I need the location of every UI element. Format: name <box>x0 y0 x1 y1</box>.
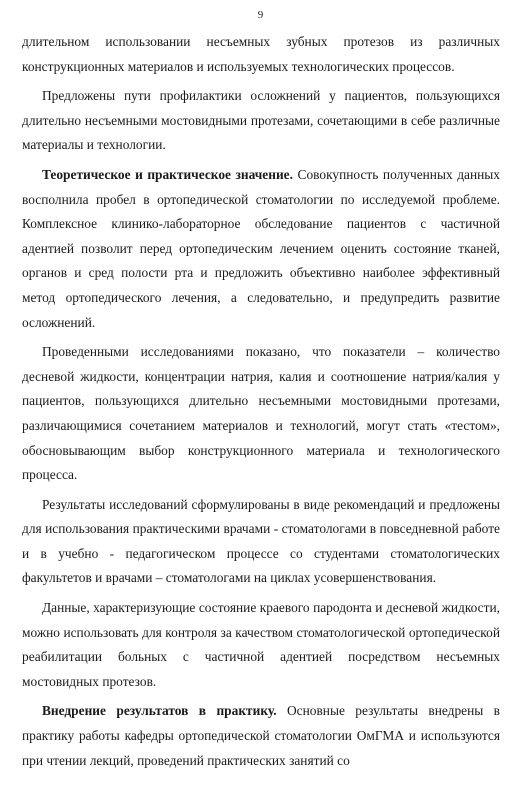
paragraph-indicators <box>22 340 500 488</box>
section-heading-significance: Теоретическое и практическое значение. <box>42 166 293 182</box>
section-heading-implementation: Внедрение результатов в практику. <box>42 703 277 719</box>
paragraph-quality-control <box>22 596 500 694</box>
paragraph-text: Совокупность полученных данных восполнила пробел в ортопедической стоматологии по исследуемой проблеме. Комплексное клинико-лабораторное обследование пациентов с частичной адентией позволит перед ортопедическим лечением оценить состояние тканей, органов и сред полости рта и предложить объективно наиболее эффективный метод ортопедического лечения, а следовательно, и предупредить развитие осложнений. <box>22 166 500 330</box>
paragraph-text: Данные, характеризующие состояние краевого пародонта и десневой жидкости, можно использовать для контроля за качеством стоматологической ортопедической реабилитации больных с частичной адентией посредством несъемных мостовидных протезов. <box>22 600 500 689</box>
paragraph-prevention <box>22 84 500 158</box>
paragraph-text: Предложены пути профилактики осложнений у пациентов, пользующихся длительно несъемными мостовидными протезами, сочетающими в себе различные материалы и технологии. <box>22 88 500 153</box>
paragraph-text: Проведенными исследованиями показано, что показатели – количество десневой жидкости, концентрации натрия, калия и соотношение натрия/калия у пациентов, пользующихся длительно несъемными мостовидными протезами, различающимися сочетанием материалов и технологий, могут стать «тестом», обосновывающим выбор конструкционного материала и технологического процесса. <box>22 344 500 483</box>
document-body <box>22 30 500 773</box>
paragraph-text: длительном использовании несъемных зубных протезов из различных конструкционных материалов и используемых технологических процессов. <box>22 34 500 74</box>
paragraph-significance <box>22 163 500 335</box>
paragraph-text: Основные результаты внедрены в практику работы кафедры ортопедической стоматологии ОмГМА и используются при чтении лекций, проведений практических занятий со <box>22 703 500 768</box>
paragraph-implementation <box>22 699 500 773</box>
paragraph-recommendations <box>22 493 500 591</box>
paragraph-text: Результаты исследований сформулированы в виде рекомендаций и предложены для использования практическими врачами - стоматологами в повседневной работе и в учебно - педагогическом процессе со студентами стоматологических факультетов и врачами – стоматологами на циклах усовершенствования. <box>22 496 500 586</box>
paragraph-continuation <box>22 30 500 79</box>
page-number: 9 <box>257 9 264 21</box>
